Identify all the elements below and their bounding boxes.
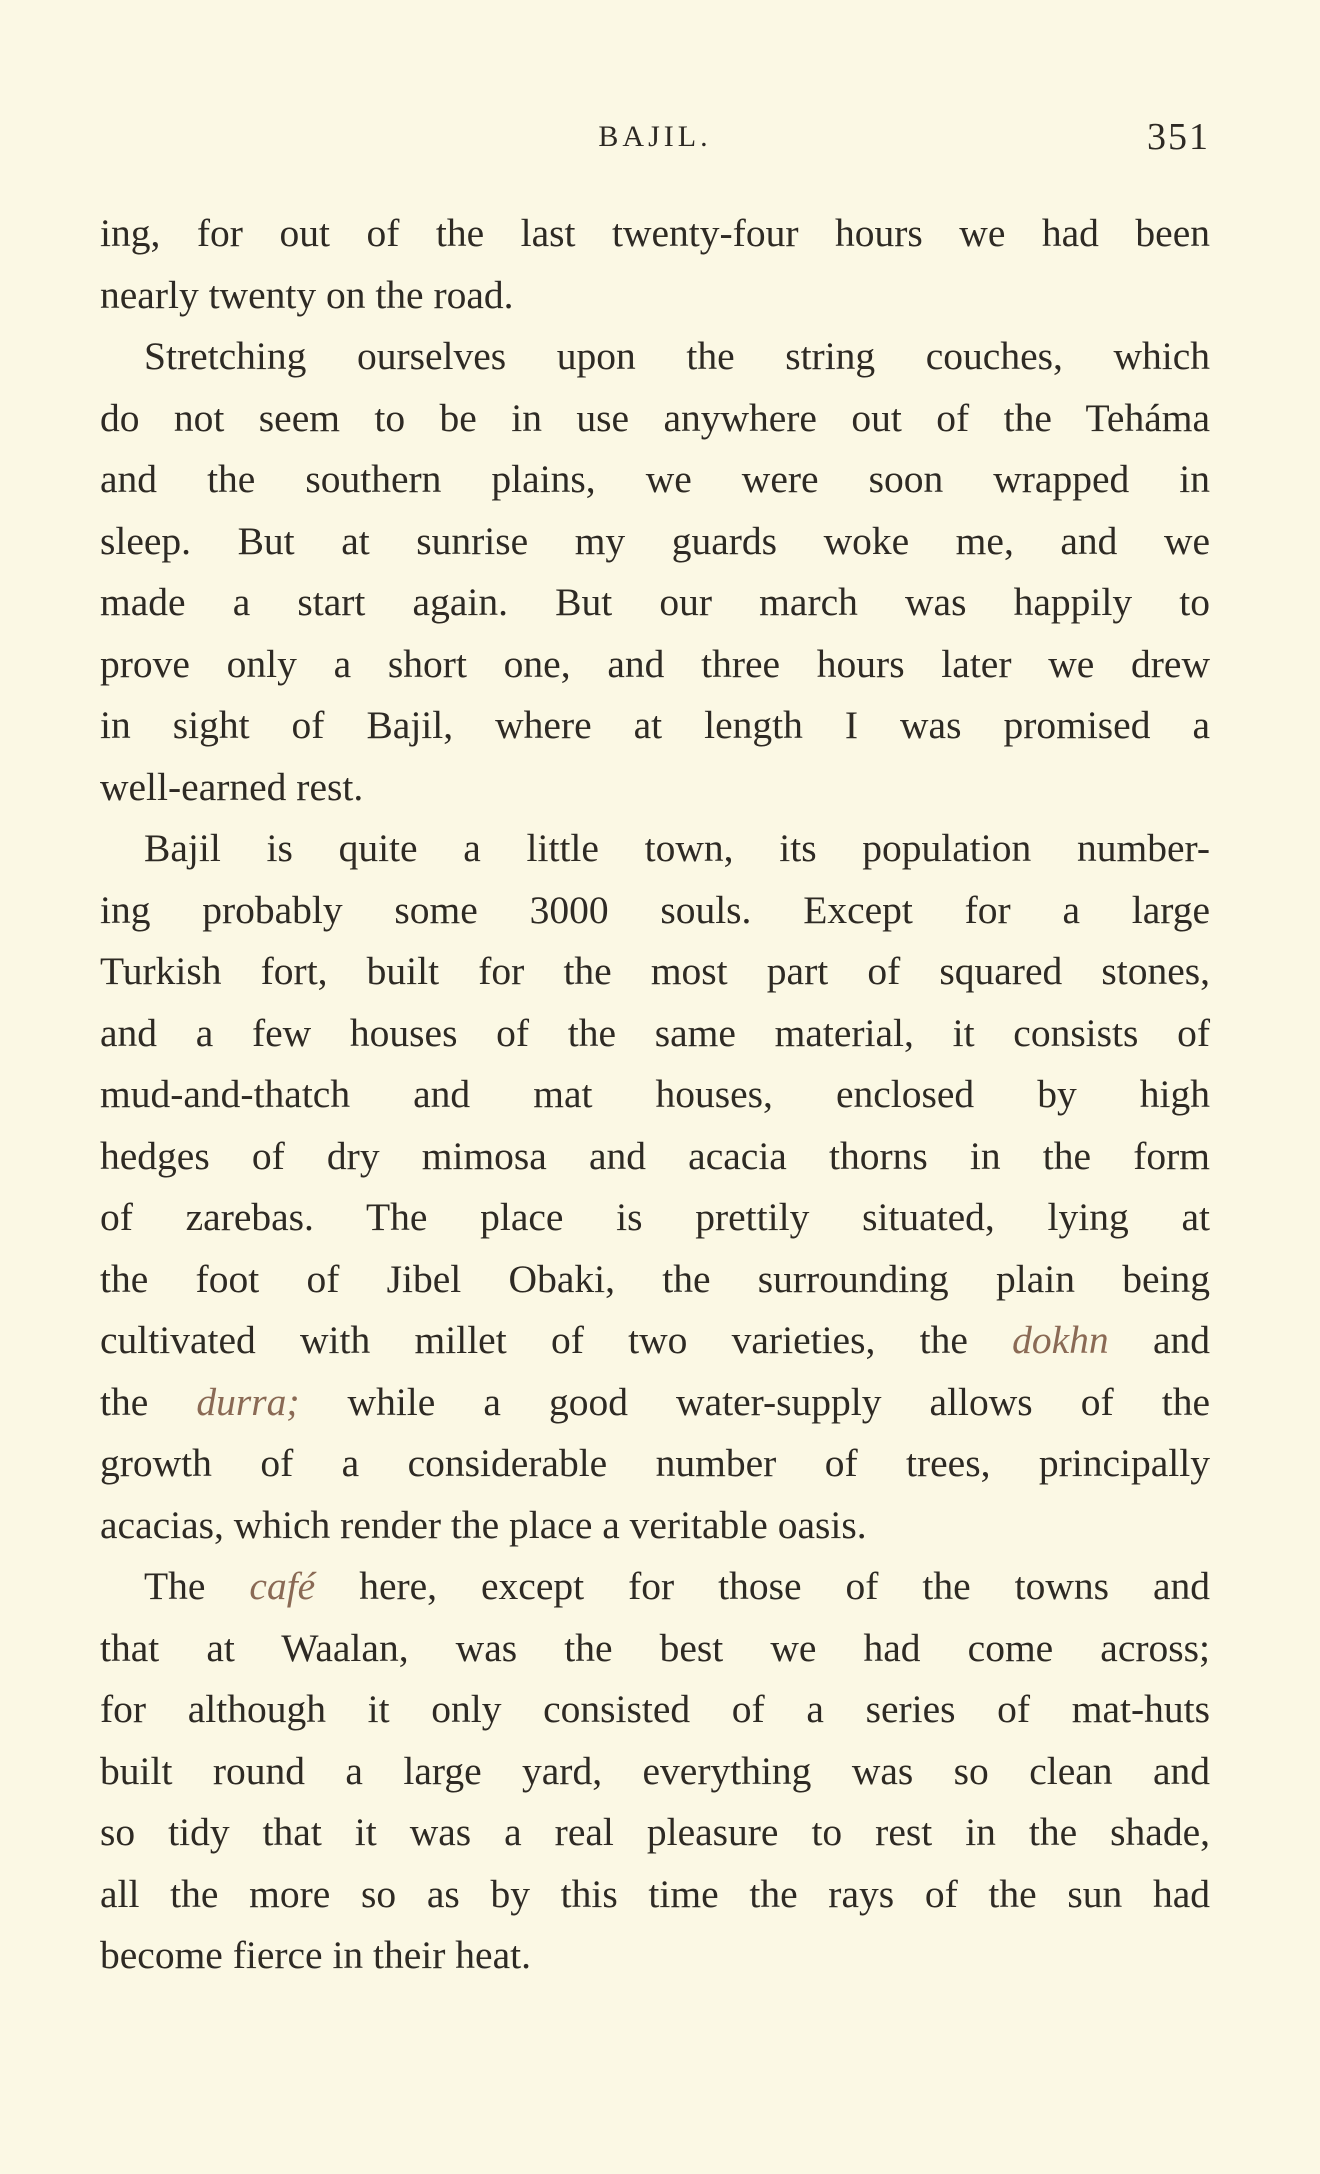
text-line [100,1310,1210,1372]
text-segment: acacias, which render the place a veritable oasis. [100,1502,867,1547]
text-segment: all the more so as by this time the rays of the sun had [100,1871,1210,1916]
text-line [100,1064,1210,1126]
page-header [100,112,1210,162]
text-line [100,1925,1210,1987]
text-segment: sleep. But at sunrise my guards woke me, and we [100,518,1210,563]
text-segment: cultivated with millet of two varieties, the [100,1318,1013,1362]
text-segment: ing probably some 3000 souls. Except for a large [100,887,1210,932]
text-segment: Bajil is quite a little town, its population number- [144,826,1210,870]
text-segment: ing, for out of the last twenty-four hours we had been [100,211,1210,255]
text-segment: while a good water-supply allows of the [299,1379,1210,1424]
text-segment: hedges of dry mimosa and acacia thorns in the form [100,1133,1210,1178]
text-line [100,757,1210,819]
text-segment: and a few houses of the same material, it consists of [100,1010,1210,1055]
text-segment: become fierce in their heat. [100,1933,531,1977]
text-line [100,1187,1210,1249]
text-line [100,1618,1210,1680]
page-number: 351 [1147,116,1210,158]
text-segment: well-earned rest. [100,764,364,809]
text-segment: of zarebas. The place is prettily situated, lying at [100,1195,1210,1239]
text-segment: in sight of Bajil, where at length I was promised a [100,703,1210,747]
body-text [100,203,1210,1987]
text-line [100,388,1210,450]
text-line [100,880,1210,942]
text-segment: Turkish fort, built for the most part of squared stones, [100,949,1210,993]
text-line [100,1556,1210,1618]
text-segment: Stretching ourselves upon the string couches, which [144,334,1210,378]
text-line [100,1741,1210,1803]
text-segment: and the southern plains, we were soon wrapped in [100,457,1210,501]
italic-term: durra; [196,1379,300,1424]
text-line [100,326,1210,388]
text-segment: and [1108,1318,1210,1362]
text-segment: made a start again. But our march was happily to [100,580,1210,624]
text-segment: prove only a short one, and three hours later we drew [100,641,1210,686]
text-segment: growth of a considerable number of trees, principally [100,1441,1210,1485]
text-line [100,1003,1210,1065]
text-line [100,1679,1210,1741]
text-segment: mud-and-thatch and mat houses, enclosed by high [100,1072,1210,1116]
text-segment: do not seem to be in use anywhere out of the Teháma [100,395,1210,440]
text-segment: nearly twenty on the road. [100,272,514,317]
text-line [100,1249,1210,1311]
text-line [100,1372,1210,1434]
text-line [100,265,1210,327]
text-line [100,1126,1210,1188]
text-segment: The [144,1564,250,1608]
text-line [100,449,1210,511]
text-segment: that at Waalan, was the best we had come across; [100,1625,1210,1670]
text-segment: here, except for those of the towns and [315,1564,1210,1608]
text-line [100,695,1210,757]
text-segment: so tidy that it was a real pleasure to rest in the shade, [100,1810,1210,1854]
running-head: BAJIL. [598,120,712,153]
text-segment: the foot of Jibel Obaki, the surrounding plain being [100,1256,1210,1301]
text-segment: built round a large yard, everything was so clean and [100,1748,1210,1793]
text-line [100,203,1210,265]
text-line [100,1433,1210,1495]
text-line [100,1495,1210,1557]
text-line [100,511,1210,573]
text-line [100,634,1210,696]
text-line [100,941,1210,1003]
text-line [100,572,1210,634]
italic-term: café [249,1564,316,1608]
text-segment: for although it only consisted of a series of mat-huts [100,1687,1210,1731]
text-segment: the [100,1379,197,1424]
text-line [100,1864,1210,1926]
text-line [100,818,1210,880]
text-line [100,1802,1210,1864]
italic-term: dokhn [1012,1318,1109,1362]
